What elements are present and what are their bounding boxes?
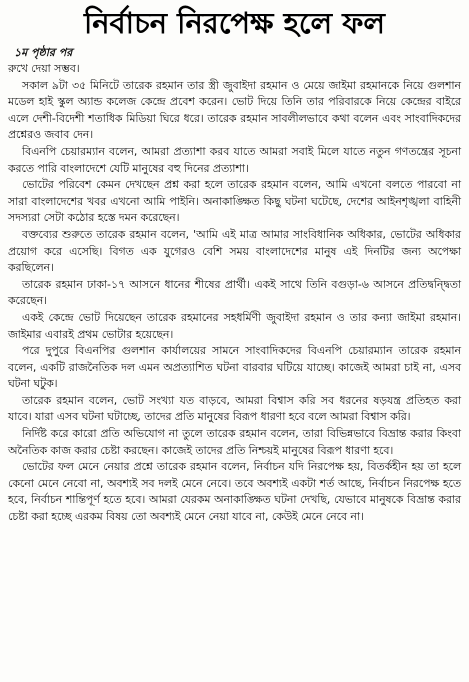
article-paragraph: ভোটের পরিবেশ কেমন দেখছেন প্রশ্ন করা হলে তারেক রহমান বলেন, আমি এখনো বলতে পারবো না সারা বাংলাদেশের খবর এখনো আমি পাইনি। অনাকাঙ্ক্ষিত কিছু ঘটনা ঘটেছে, দেশের আইনশৃঙ্খলা বাহিনী সদস্যরা সেটা কঠোর হস্তে দমন করেছেন। — [8, 178, 461, 225]
article-paragraph: ভোটের ফল মেনে নেয়ার প্রশ্নে তারেক রহমান বলেন, নির্বাচন যদি নিরপেক্ষ হয়, বিতর্কহীন হয় তা হলে কেনো মেনে নেবো না, অবশ্যই সব দলই মেনে নেবে। তবে অবশ্যই একটা শর্ত আছে, নির্বাচন নিরপেক্ষ হতে হবে, নির্বাচন শান্তিপূর্ণ হতে হবে। আমরা যেরকম অনাকাঙ্ক্ষিত ঘটনা দেখছি, যেভাবে মানুষকে বিভ্রান্ত করার চেষ্টা করা হচ্ছে এরকম বিষয় তো অবশ্যই মেনে নেয়া যাবে না, কেউই মেনে নেবে না। — [8, 460, 461, 524]
article-body — [8, 61, 461, 526]
article-paragraph: বক্তব্যের শুরুতে তারেক রহমান বলেন, 'আমি এই মাত্র আমার সাংবিধানিক অধিকার, ভোটের অধিকার প্রয়োগ করে এসেছি। বিগত এক যুগেরও বেশি সময় বাংলাদেশের মানুষ এই দিনটির জন্য অপেক্ষা করছিলেন। — [8, 227, 461, 275]
article-paragraph: সকাল ৯টা ৩৫ মিনিটে তারেক রহমান তার স্ত্রী জুবাইদা রহমান ও মেয়ে জাইমা রহমানকে নিয়ে গুলশান মডেল হাই স্কুল অ্যান্ড কলেজ কেন্দ্রে প্রবেশ করেন। ভোট দিয়ে তিনি তার পরিবারকে নিয়ে কেন্দ্রের বাইরে এলে দেশী-বিদেশী শতাধিক মিডিয়া ঘিরে ধরে। তারেক রহমান সাবলীলভাবে কথা বলেন এবং সাংবাদিকদের প্রশ্নেরও জবাব দেন। — [8, 78, 461, 142]
article-paragraph: একই কেন্দ্রে ভোট দিয়েছেন তারেক রহমানের সহধর্মিণী জুবাইদা রহমান ও তার কন্যা জাইমা রহমান। জাইমার এবারই প্রথম ভোটার হয়েছেন। — [8, 310, 461, 341]
continued-from-label: ১ম পৃষ্ঠার পর — [14, 46, 73, 59]
article-paragraph: রুখে দেয়া সম্ভব। — [8, 62, 80, 75]
article-paragraph: নির্দিষ্ট করে কারো প্রতি অভিযোগ না তুলে তারেক রহমান বলেন, তারা বিভিন্নভাবে বিভ্রান্ত করার কিংবা অনৈতিক কাজ করার চেষ্টা করছেন। কাজেই তাদের প্রতি নিশ্চয়ই মানুষের বিরূপ ধারণা হবে। — [8, 427, 461, 457]
article-paragraph: বিএনপি চেয়ারম্যান বলেন, আমরা প্রত্যাশা করব যাতে আমরা সবাই মিলে যাতে নতুন গণতন্ত্রের সূচনা করতে পারি বাংলাদেশে যেটি মানুষের বহু দিনের প্রত্যাশা। — [8, 144, 461, 175]
article-paragraph: তারেক রহমান বলেন, ভোট সংখ্যা যত বাড়বে, আমরা বিশ্বাস করি সব ধরনের ষড়যন্ত্র প্রতিহত করা যাবে। যারা এসব ঘটনা ঘটাচ্ছে, তাদের প্রতি মানুষের বিরূপ ধারণা হবে বলে আমরা বিশ্বাস করি। — [8, 393, 461, 424]
article-paragraph: পরে দুপুরে বিএনপির গুলশান কার্যালয়ের সামনে সাংবাদিকদের বিএনপি চেয়ারম্যান তারেক রহমান বলেন, একটি রাজনৈতিক দল এমন অপ্রত্যাশিত ঘটনা বারবার ঘটিয়ে যাচ্ছে। কাজেই আমরা চাই না, এসব ঘটনা ঘটুক। — [8, 344, 461, 391]
headline: নির্বাচন নিরপেক্ষ হলে ফল — [83, 6, 386, 40]
article-paragraph: তারেক রহমান ঢাকা-১৭ আসনে ধানের শীষের প্রার্থী। একই সাথে তিনি বগুড়া-৬ আসনে প্রতিদ্বন্দ্বিতা করেছেন। — [8, 277, 461, 308]
